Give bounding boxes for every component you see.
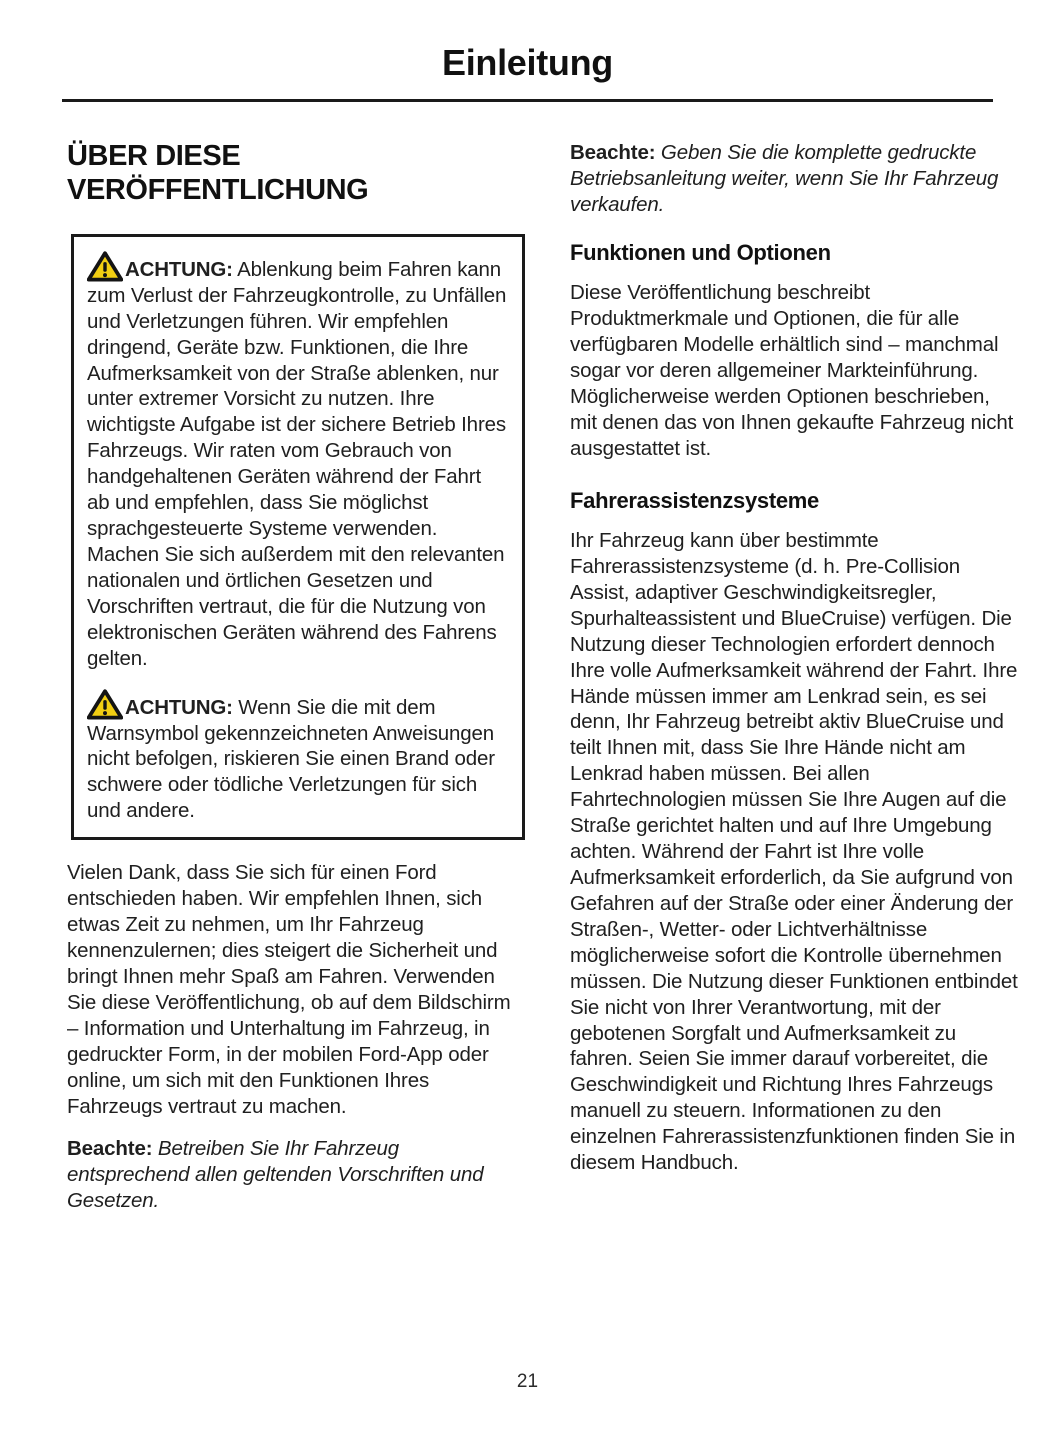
warning-box [71,234,525,840]
note-text: Geben Sie die komplette gedruckte Betriebsanleitung weiter, wenn Sie Ihr Fahrzeug verkaufen. [570,141,999,216]
subsection-paragraph-funktionen: Diese Veröffentlichung beschreibt Produktmerkmale und Optionen, die für alle verfügbaren Modelle erhältlich sind – manchmal sogar vor deren allgemeiner Markteinführung. Möglicherweise werden Optionen beschrieben, mit denen das von Ihnen gekaufte Fahrzeug nicht ausgestattet ist. [570,281,1014,460]
note-right [570,140,1020,218]
warning-paragraph-1 [87,251,509,672]
warning-triangle-icon [87,689,123,720]
page-title: Einleitung [442,42,613,83]
page-number: 21 [516,1371,539,1392]
left-column [62,140,517,1231]
warning-text: Ablenkung beim Fahren kann zum Verlust der Fahrzeugkontrolle, zu Unfällen und Verletzungen führen. Wir empfehlen dringend, Geräte bzw. Funktionen, die Ihre Aufmerksamkeit von der Straße ablenken, nur unter extremer Vorsicht zu nutzen. Ihre wichtigste Aufgabe ist der sichere Betrieb Ihres Fahrzeugs. Wir raten vom Gebrauch von handgehaltenen Geräten während der Fahrt ab und empfehlen, dass Sie möglichst sprachgesteuerte Systeme verwenden. Machen Sie sich außerdem mit den relevanten nationalen und örtlichen Gesetzen und Vorschriften vertraut, die für die Nutzung von elektronischen Geräten während des Fahrens gelten. [87,257,507,670]
warning-text: Wenn Sie die mit dem Warnsymbol gekennzeichneten Anweisungen nicht befolgen, riskieren Sie einen Brand oder schwere oder tödliche Verletzungen für sich und andere. [87,695,495,823]
intro-paragraph: Vielen Dank, dass Sie sich für einen Ford entschieden haben. Wir empfehlen Ihnen, sich etwas Zeit zu nehmen, um Ihr Fahrzeug kennenzulernen; dies steigert die Sicherheit und bringt Ihnen mehr Spaß am Fahren. Verwenden Sie diese Veröffentlichung, ob auf dem Bildschirm – Information und Unterhaltung im Fahrzeug, in gedruckter Form, in der mobilen Ford-App oder online, um sich mit den Funktionen Ihres Fahrzeugs vertraut zu machen. [67,861,511,1118]
note-label: Beachte: [67,1137,153,1161]
subsection-heading-funktionen: Funktionen und Optionen [570,239,831,265]
right-column [565,140,1020,1193]
section-title: ÜBER DIESE VERÖFFENTLICHUNG [67,140,369,206]
subsection-paragraph-fahrerassistenzsysteme: Ihr Fahrzeug kann über bestimmte Fahrerassistenzsysteme (d. h. Pre-Collision Assist, adaptiver Geschwindigkeitsregler, Spurhalteassistent und BlueCruise) verfügen. Die Nutzung dieser Technologien erfordert dennoch Ihre volle Aufmerksamkeit während der Fahrt. Ihre Hände müssen immer am Lenkrad sein, es sei denn, Ihr Fahrzeug betreibt aktiv BlueCruise und teilt Ihnen mit, dass Sie Ihre Hände nicht am Lenkrad haben müssen. Bei allen Fahrtechnologien müssen Sie Ihre Augen auf die Straße gerichtet halten und auf Ihre Umgebung achten. Während der Fahrt ist Ihre volle Aufmerksamkeit erforderlich, da Sie aufgrund von Gefahren auf der Straße oder einer Änderung der Straßen-, Wetter- oder Lichtverhältnisse möglicherweise sofort die Kontrolle übernehmen müssen. Die Nutzung dieser Funktionen entbindet Sie nicht von Ihrer Verantwortung, mit der gebotenen Sorgfalt und Aufmerksamkeit zu fahren. Seien Sie immer darauf vorbereitet, die Geschwindigkeit und Richtung Ihres Fahrzeugs manuell zu steuern. Informationen zu den einzelnen Fahrerassistenzfunktionen finden Sie in diesem Handbuch. [570,529,1018,1175]
warning-label: ACHTUNG: [125,257,233,281]
note-label: Beachte: [570,141,656,164]
note-left [67,1136,517,1214]
header-divider [62,99,993,102]
warning-triangle-icon [87,251,123,282]
warning-paragraph-2 [87,689,509,825]
note-text: Betreiben Sie Ihr Fahrzeug entsprechend allen geltenden Vorschriften und Gesetzen. [67,1137,484,1213]
page-header [62,44,993,82]
subsection-heading-fahrerassistenzsysteme: Fahrerassistenzsysteme [570,487,819,513]
warning-label: ACHTUNG: [125,695,233,719]
